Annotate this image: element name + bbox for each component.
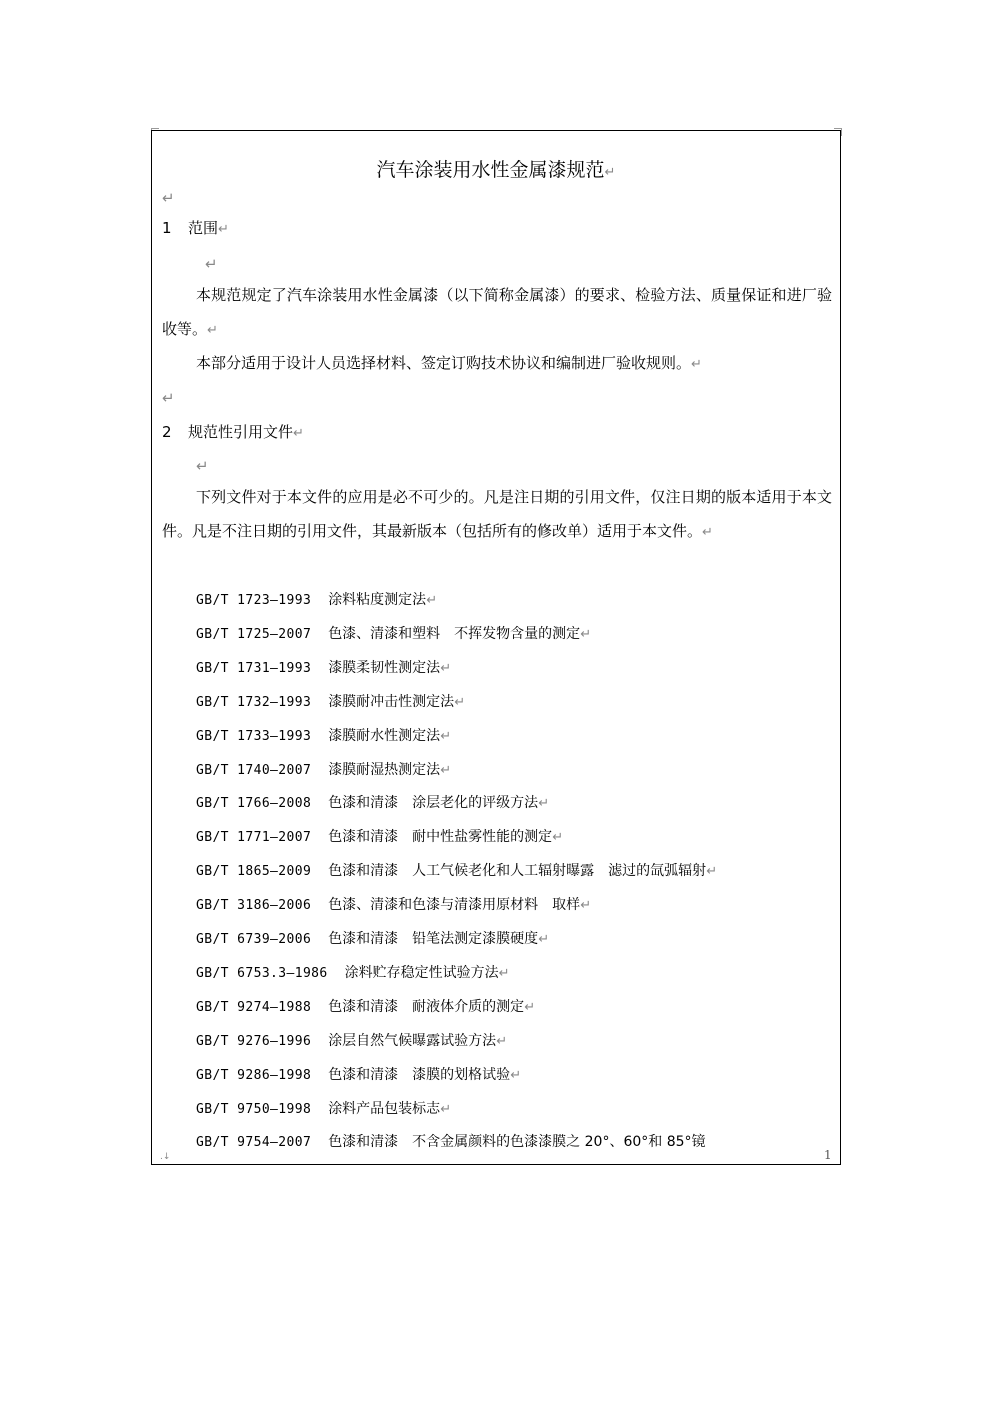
reference-item: GB/T 1731—1993 漆膜柔韧性测定法↵: [196, 658, 451, 679]
section-title: 规范性引用文件: [188, 423, 294, 441]
reference-code: GB/T 1740—2007: [196, 762, 312, 778]
section-2-paragraph-1: 下列文件对于本文件的应用是必不可少的。凡是注日期的引用文件，仅注日期的版本适用于本文件。凡是不注日期的引用文件，其最新版本（包括所有的修改单）适用于本文件。↵: [162, 488, 832, 540]
reference-name: 涂层自然气候曝露试验方法: [328, 1032, 497, 1049]
reference-name: 涂料产品包装标志: [328, 1100, 441, 1117]
empty-paragraph-mark: ↵: [162, 189, 175, 207]
reference-code: GB/T 9274—1988: [196, 999, 312, 1015]
reference-code: GB/T 6753.3—1986: [196, 965, 328, 981]
section-1-paragraph-1: 本规范规定了汽车涂装用水性金属漆（以下简称金属漆）的要求、检验方法、质量保证和进厂验收等。↵: [162, 286, 832, 338]
reference-item: GB/T 3186—2006 色漆、清漆和色漆与清漆用原材料 取样↵: [196, 895, 591, 916]
reference-name: 色漆和清漆 人工气候老化和人工辐射曝露 滤过的氙弧辐射: [328, 863, 707, 880]
reference-name: 色漆和清漆 漆膜的划格试验: [328, 1066, 511, 1083]
reference-item: GB/T 1740—2007 漆膜耐湿热测定法↵: [196, 760, 451, 781]
reference-name: 色漆和清漆 耐液体介质的测定: [328, 998, 525, 1015]
reference-name: 涂料粘度测定法: [328, 592, 427, 608]
reference-item: GB/T 9750—1998 涂料产品包装标志↵: [196, 1099, 451, 1120]
section-1-heading: 1 范围↵: [162, 219, 229, 237]
reference-code: GB/T 9750—1998: [196, 1101, 312, 1117]
empty-paragraph-mark: ↵: [162, 389, 175, 407]
reference-item: GB/T 9274—1988 色漆和清漆 耐液体介质的测定↵: [196, 997, 535, 1018]
reference-name: 色漆和清漆 不含金属颜料的色漆漆膜之 20°、60°和 85°镜: [328, 1134, 706, 1151]
reference-item: GB/T 6739—2006 色漆和清漆 铅笔法测定漆膜硬度↵: [196, 929, 549, 950]
reference-code: GB/T 1771—2007: [196, 830, 312, 846]
section-number: 2: [162, 423, 172, 441]
reference-name: 色漆、清漆和塑料 不挥发物含量的测定: [328, 625, 581, 642]
reference-code: GB/T 1766—2008: [196, 796, 312, 812]
reference-code: GB/T 1731—1993: [196, 660, 312, 676]
reference-item: GB/T 1766—2008 色漆和清漆 涂层老化的评级方法↵: [196, 793, 549, 814]
reference-item: GB/T 1865—2009 色漆和清漆 人工气候老化和人工辐射曝露 滤过的氙弧辐射↵: [196, 861, 717, 882]
reference-item: GB/T 6753.3—1986 涂料贮存稳定性试验方法↵: [196, 963, 510, 984]
section-1-paragraph-2: 本部分适用于设计人员选择材料、签定订购技术协议和编制进厂验收规则。↵: [196, 354, 702, 372]
empty-paragraph-mark: ↵: [205, 255, 218, 273]
page-number: 1: [824, 1148, 832, 1162]
reference-code: GB/T 1865—2009: [196, 864, 312, 880]
reference-code: GB/T 3186—2006: [196, 898, 312, 914]
reference-name: 漆膜耐水性测定法: [328, 727, 441, 744]
reference-name: 色漆和清漆 铅笔法测定漆膜硬度: [328, 931, 539, 947]
reference-name: 色漆、清漆和色漆与清漆用原材料 取样: [328, 897, 581, 914]
reference-item: GB/T 1732—1993 漆膜耐冲击性测定法↵: [196, 692, 465, 713]
reference-code: GB/T 1725—2007: [196, 626, 312, 642]
document-title: 汽车涂装用水性金属漆规范↵: [376, 159, 616, 181]
reference-item: GB/T 1733—1993 漆膜耐水性测定法↵: [196, 726, 451, 747]
reference-code: GB/T 1723—1993: [196, 593, 312, 608]
reference-item: GB/T 9276—1996 涂层自然气候曝露试验方法↵: [196, 1031, 507, 1052]
reference-code: GB/T 9754—2007: [196, 1135, 312, 1151]
reference-item: GB/T 1771—2007 色漆和清漆 耐中性盐雾性能的测定↵: [196, 827, 563, 848]
reference-item: GB/T 1723—1993 涂料粘度测定法↵: [196, 590, 437, 611]
reference-name: 漆膜柔韧性测定法: [328, 659, 441, 676]
reference-name: 漆膜耐冲击性测定法: [328, 693, 455, 710]
reference-code: GB/T 1733—1993: [196, 728, 312, 744]
reference-name: 漆膜耐湿热测定法: [328, 761, 441, 778]
reference-name: 色漆和清漆 涂层老化的评级方法: [328, 795, 539, 812]
section-number: 1: [162, 219, 172, 237]
section-title: 范围: [188, 219, 219, 237]
reference-item: GB/T 9286—1998 色漆和清漆 漆膜的划格试验↵: [196, 1065, 521, 1086]
reference-item: [196, 1132, 706, 1153]
reference-name: 涂料贮存稳定性试验方法: [344, 964, 499, 981]
reference-code: GB/T 1732—1993: [196, 694, 312, 710]
footer-mark: .↓: [160, 1152, 171, 1162]
section-2-heading: 2 规范性引用文件↵: [162, 423, 304, 441]
reference-code: GB/T 9286—1998: [196, 1067, 312, 1083]
reference-name: 色漆和清漆 耐中性盐雾性能的测定: [328, 829, 553, 846]
empty-paragraph-mark: ↵: [196, 457, 209, 475]
reference-code: GB/T 6739—2006: [196, 932, 312, 947]
reference-item: GB/T 1725—2007 色漆、清漆和塑料 不挥发物含量的测定↵: [196, 624, 591, 645]
reference-code: GB/T 9276—1996: [196, 1033, 312, 1049]
